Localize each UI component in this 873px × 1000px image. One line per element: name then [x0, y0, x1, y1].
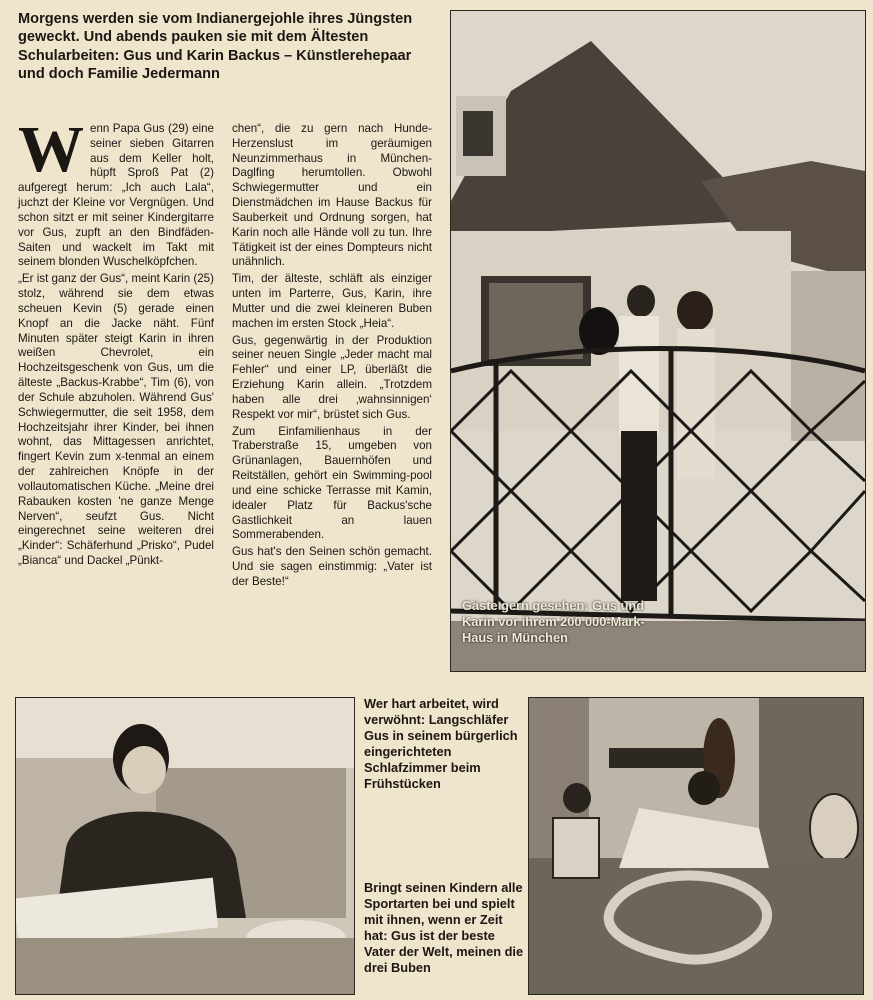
paragraph: Tim, der älteste, schläft als einziger unten im Parterre, Gus, Karin, ihre Mutter und die zwei kleineren Buben machen im ersten Stock „Heia“. — [232, 272, 432, 330]
headline: Morgens werden sie vom Indianergejohle ihres Jüngsten geweckt. Und abends pauken sie mit dem Ältesten Schularbeiten: Gus und Karin Backus – Künstlerehepaar und doch Familie Jedermann — [18, 11, 413, 83]
paragraph: Zum Einfamilienhaus in der Traberstraße 15, umgeben von Grünanlagen, Bauernhöfen und Reitställen, gehört ein Swimming-pool und eine schicke Terrasse mit Kamin, idealer Platz für Backus'sche Gastlichkeit an lauen Sommerabenden. — [232, 424, 432, 542]
paragraph: Gus, gegenwärtig in der Produktion seiner neuen Single „Jeder macht mal Fehler“ und einer LP, überläßt die Erziehung Karin allein. „Trotzdem haben alle drei ‚wahnsinnigen‘ Respekt vor mir“, brüstet sich Gus. — [232, 333, 432, 421]
paragraph: chen“, die zu gern nach Hunde-Herzenslust im geräumigen Neunzimmerhaus in München-Daglfing herumtollen. Obwohl Schwiegermutter und ein Dienstmädchen im Hause Backus für Sauberkeit und Ordnung sorgen, hat Karin noch alle Hände voll zu tun. Ihre Tätigkeit ist der eines Dompteurs nicht unähnlich. — [232, 122, 432, 269]
paragraph: „Er ist ganz der Gus“, meint Karin (25) stolz, während sie dem etwas scheuen Kevin (5) gerade einen Knopf an die Jacke näht. Fünf Minuten später steigt Karin in ihren weißen Chevrolet, ein Hochzeitsgeschenk von Gus, um die älteste „Backus-Krabbe“, Tim (6), von der Schule abzuholen. Während Gus' Schwiegermutter, die seit 1958, dem Hochzeitsjahr ihrer Kinder, bei ihnen wohnt, das Mittagessen anrichtet, fingert Kevin zum x-tenmal an einem der zahlreichen Knöpfe in der vollautomatischen Küche. „Meine drei Rabauken kosten 'ne ganze Menge Nerven“, seufzt Gus. Nicht eingerechnet seine weiteren drei „Kinder“: Schäferhund „Prisko“, Pudel „Bianca“ und Dackel „Pünkt- — [18, 272, 214, 568]
bedroom-photo — [15, 697, 355, 995]
house-photo — [450, 10, 866, 672]
article-column-2 — [232, 122, 432, 592]
drop-cap: W — [18, 113, 84, 186]
children-photo-caption: Bringt seinen Kindern alle Sportarten bei und spielt mit ihnen, wenn er Zeit hat: Gus ist der beste Vater der Welt, meinen die drei Buben — [364, 880, 524, 975]
bedroom-photo-caption: Wer hart arbeitet, wird verwöhnt: Langschläfer Gus in seinem bürgerlich eingerichteten Schlafzimmer beim Frühstücken — [364, 696, 518, 791]
article-column-1 — [18, 113, 214, 571]
paragraph: enn Papa Gus (29) eine seiner sieben Gitarren aus dem Keller holt, hüpft Sproß Pat (2) aufgeregt herum: „Ich auch Lala“, juchzt der Kleine vor Vergnügen. Und schon sitzt er mit seiner Kindergitarre vor Gus, zupft an den Bindfäden-Saiten und wackelt im Takt mit seinem blonden Wuschelköpfchen. — [18, 122, 214, 269]
children-photo — [528, 697, 864, 995]
house-photo-caption: Gäste gern gesehen: Gus und Karin vor ihrem 200 000-Mark-Haus in München — [462, 598, 645, 645]
paragraph: Gus hat's den Seinen schön gemacht. Und sie sagen einstimmig: „Vater ist der Beste!“ — [232, 545, 432, 588]
